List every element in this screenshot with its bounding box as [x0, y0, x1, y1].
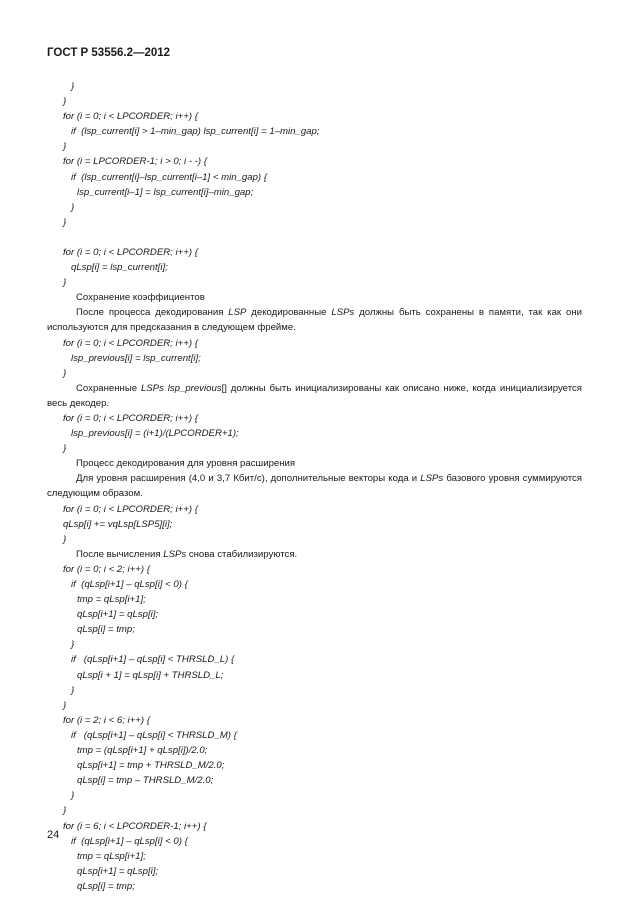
code-line: qLsp[i+1] = qLsp[i];: [77, 865, 159, 877]
code-line: tmp = qLsp[i+1];: [77, 594, 146, 606]
code-block-sum: [47, 502, 582, 547]
code-line: }: [71, 790, 75, 802]
code-line: }: [63, 805, 67, 817]
code-line: }: [63, 96, 67, 108]
code-line: lsp_previous[i] = lsp_current[i];: [71, 352, 201, 364]
code-line: qLsp[i] = lsp_current[i];: [71, 262, 168, 274]
code-line: qLsp[i] = tmp;: [77, 624, 135, 636]
paragraph-init: Сохраненные LSPs lsp_previous[] должны быть инициализированы как описано ниже, когда инициализируется весь декодер.: [47, 382, 582, 409]
code-line: for (i = 2; i < 6; i++) {: [63, 714, 150, 726]
code-line: }: [71, 201, 75, 213]
code-block-save: [47, 336, 582, 381]
code-line: }: [63, 443, 67, 455]
code-line: }: [63, 533, 67, 545]
page-number: 24: [47, 829, 60, 841]
code-line: for (i = 0; i < LPCORDER; i++) {: [63, 412, 198, 424]
paragraph-enhancement: Для уровня расширения (4,0 и 3,7 Кбит/с), дополнительные векторы кода и LSPs базового уровня суммируются следующим образом.: [47, 473, 582, 500]
code-line: if (qLsp[i+1] – qLsp[i] < 0) {: [71, 579, 188, 590]
code-line: }: [71, 639, 75, 651]
code-line: qLsp[i+1] = qLsp[i];: [77, 609, 159, 621]
code-line: if (lsp_current[i] > 1–min_gap) lsp_current[i] = 1–min_gap;: [71, 126, 320, 138]
document-header: ГОСТ Р 53556.2—2012: [47, 47, 171, 59]
code-line: }: [63, 699, 67, 711]
code-line: }: [71, 81, 75, 92]
code-line: for (i = 0; i < LPCORDER; i++) {: [63, 503, 198, 515]
section-heading-enhancement: Процесс декодирования для уровня расширения: [76, 458, 296, 470]
paragraph-save: После процесса декодирования LSP декодированные LSPs должны быть сохранены в памяти, так как они используются для предсказания в следующем фрейме.: [47, 307, 582, 334]
code-line: }: [71, 684, 75, 696]
code-line: tmp = (qLsp[i+1] + qLsp[i])/2.0;: [77, 745, 208, 757]
code-block-copy: [47, 245, 582, 290]
code-line: for (i = 0; i < LPCORDER; i++) {: [63, 246, 198, 258]
code-line: }: [63, 367, 67, 379]
page-content: [47, 79, 582, 894]
code-line: if (qLsp[i+1] – qLsp[i] < THRSLD_L) {: [71, 654, 235, 666]
code-line: if (qLsp[i+1] – qLsp[i] < 0) {: [71, 835, 188, 847]
code-line: for (i = 0; i < LPCORDER; i++) {: [63, 337, 198, 349]
code-line: }: [63, 141, 67, 153]
code-line: if (lsp_current[i]–lsp_current[i–1] < min_gap) {: [71, 171, 267, 183]
code-line: qLsp[i] += vqLsp[LSP5][i];: [63, 518, 173, 530]
code-line: for (i = 0; i < LPCORDER; i++) {: [63, 111, 198, 123]
code-line: qLsp[i+1] = tmp + THRSLD_M/2.0;: [77, 760, 225, 772]
code-line: lsp_current[i–1] = lsp_current[i]–min_gap;: [77, 186, 254, 198]
code-line: for (i = 0; i < 2; i++) {: [63, 563, 150, 575]
code-line: }: [63, 277, 67, 289]
code-line: }: [63, 216, 67, 228]
code-block-init: [47, 411, 582, 456]
code-line: for (i = 6; i < LPCORDER-1; i++) {: [63, 820, 207, 832]
code-line: qLsp[i + 1] = qLsp[i] + THRSLD_L;: [77, 669, 224, 681]
code-line: for (i = LPCORDER-1; i > 0; i - -) {: [63, 156, 207, 168]
code-line: lsp_previous[i] = (i+1)/(LPCORDER+1);: [71, 428, 239, 440]
code-line: qLsp[i] = tmp – THRSLD_M/2.0;: [77, 775, 214, 787]
code-block-restabilize: [47, 562, 582, 894]
code-line: qLsp[i] = tmp;: [77, 880, 135, 892]
paragraph-restabilize: После вычисления LSPs снова стабилизируются.: [76, 548, 298, 560]
section-heading-save: Сохранение коэффициентов: [76, 292, 205, 304]
code-line: if (qLsp[i+1] – qLsp[i] < THRSLD_M) {: [71, 729, 237, 741]
code-block-stabilize: [47, 79, 582, 230]
code-line: tmp = qLsp[i+1];: [77, 850, 146, 862]
